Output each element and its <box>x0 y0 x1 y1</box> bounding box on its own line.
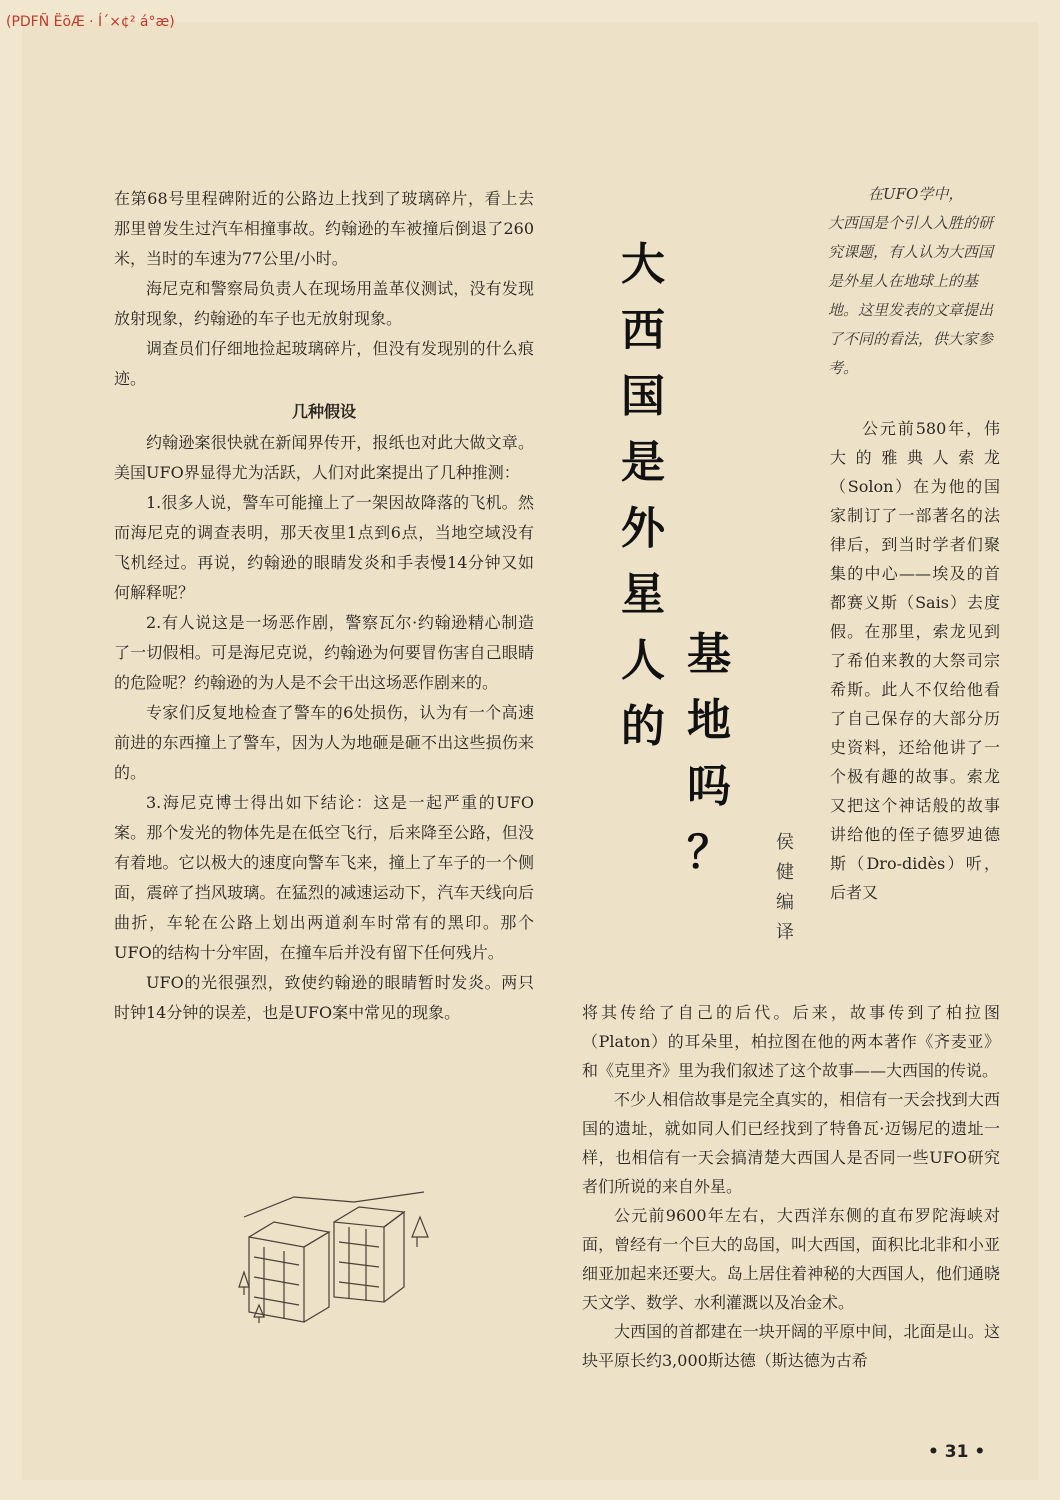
author-byline <box>772 828 798 948</box>
bottom-paragraph-1: 将其传给了自己的后代。后来，故事传到了柏拉图（Platon）的耳朵里，柏拉图在他的两本著作《齐麦亚》和《克里齐》里为我们叙述了这个故事——大西国的传说。 <box>582 1003 1000 1080</box>
title-char: ？ <box>687 827 731 878</box>
bottom-paragraph-3: 公元前9600年左右，大西洋东侧的直布罗陀海峡对面，曾经有一个巨大的岛国，叫大西国，面积比北非和小亚细亚加起来还要大。岛上居住着神秘的大西国人，他们通晓天文学、数学、水利灌溉以及冶金术。 <box>582 1206 1000 1312</box>
left-paragraph-8: 3.海尼克博士得出如下结论：这是一起严重的UFO案。那个发光的物体先是在低空飞行，后来降至公路，但没有着地。它以极大的速度向警车飞来，撞上了车子的一个侧面，震碎了挡风玻璃。在猛烈的减速运动下，汽车天线向后曲折，车轮在公路上划出两道刹车时常有的黑印。那个UFO的结构十分牢固，在撞车后并没有留下任何残片。 <box>114 793 534 962</box>
title-char: 是 <box>621 437 665 488</box>
title-char: 的 <box>621 701 665 752</box>
bottom-paragraph-2: 不少人相信故事是完全真实的，相信有一天会找到大西国的遗址，就如同人们已经找到了特鲁瓦·迈锡尼的遗址一样，也相信有一天会搞清楚大西国人是否同一些UFO研究者们所说的来自外星。 <box>582 1090 1000 1196</box>
author-char: 编 <box>776 892 794 913</box>
author-char: 健 <box>776 862 794 883</box>
watermark-text: (PDFÑ ËõÆ · Í´×¢² á°æ) <box>6 14 175 30</box>
right-narrow-column <box>830 414 1000 907</box>
title-char: 国 <box>621 371 665 422</box>
bottom-paragraph-4: 大西国的首都建在一块开阔的平原中间，北面是山。这块平原长约3,000斯达德（斯达德为古希 <box>582 1322 1000 1370</box>
title-char: 星 <box>621 569 665 620</box>
right-paragraph-1: 公元前580年，伟大的雅典人索龙（Solon）在为他的国家制订了一部著名的法律后，到当时学者们聚集的中心——埃及的首都赛义斯（Sais）去度假。在那里，索龙见到了希伯来教的大祭司宗希斯。此人不仅给他看了自己保存的大部分历史资料，还给他讲了一个极有趣的故事。索龙又把这个神话般的故事讲给他的侄子德罗迪德斯（Dro-didès）听，后者又 <box>830 419 1000 902</box>
article-title-line-1 <box>614 232 672 760</box>
intro-line-1: 在UFO学中， <box>868 185 964 203</box>
magazine-page <box>22 22 1038 1480</box>
title-char: 大 <box>621 239 665 290</box>
left-article-column <box>114 184 534 1028</box>
title-char: 基 <box>687 629 731 680</box>
right-bottom-column <box>582 998 1000 1375</box>
intro-line-2: 大西国是个引人入胜的研究课题，有人认为大西国是外星人在地球上的基地。这里发表的文章提出了不同的看法，供大家参考。 <box>828 214 994 377</box>
left-paragraph-1: 在第68号里程碑附近的公路边上找到了玻璃碎片，看上去那里曾发生过汽车相撞事故。约翰逊的车被撞后倒退了260米，当时的车速为77公里/小时。 <box>114 189 534 268</box>
section-heading: 几种假设 <box>291 402 356 421</box>
left-paragraph-2: 海尼克和警察局负责人在现场用盖革仪测试，没有发现放射现象，约翰逊的车子也无放射现象。 <box>114 279 534 328</box>
author-char: 侯 <box>776 832 794 853</box>
title-char: 人 <box>621 635 665 686</box>
editor-intro <box>828 180 998 383</box>
title-char: 吗 <box>687 761 731 812</box>
title-char: 地 <box>687 695 731 746</box>
title-char: 外 <box>621 503 665 554</box>
left-paragraph-6: 2.有人说这是一场恶作剧，警察瓦尔·约翰逊精心制造了一切假相。可是海尼克说，约翰逊为何要冒伤害自己眼睛的危险呢？约翰逊的为人是不会干出这场恶作剧来的。 <box>114 613 534 692</box>
building-illustration <box>234 1177 434 1327</box>
left-paragraph-3: 调查员们仔细地捡起玻璃碎片，但没有发现别的什么痕迹。 <box>114 339 534 388</box>
left-paragraph-9: UFO的光很强烈，致使约翰逊的眼睛暂时发炎。两只时钟14分钟的误差，也是UFO案中常见的现象。 <box>114 973 534 1022</box>
left-paragraph-7: 专家们反复地检查了警车的6处损伤，认为有一个高速前进的东西撞上了警车，因为人为地砸是砸不出这些损伤来的。 <box>114 703 534 782</box>
author-char: 译 <box>776 922 794 943</box>
article-title-line-2 <box>680 622 738 886</box>
page-number: • 31 • <box>928 1442 986 1462</box>
left-paragraph-5: 1.很多人说，警车可能撞上了一架因故降落的飞机。然而海尼克的调查表明，那天夜里1点到6点，当地空域没有飞机经过。再说，约翰逊的眼睛发炎和手表慢14分钟又如何解释呢？ <box>114 493 534 602</box>
title-char: 西 <box>621 305 665 356</box>
left-paragraph-4: 约翰逊案很快就在新闻界传开，报纸也对此大做文章。美国UFO界显得尤为活跃，人们对此案提出了几种推测： <box>114 433 534 482</box>
